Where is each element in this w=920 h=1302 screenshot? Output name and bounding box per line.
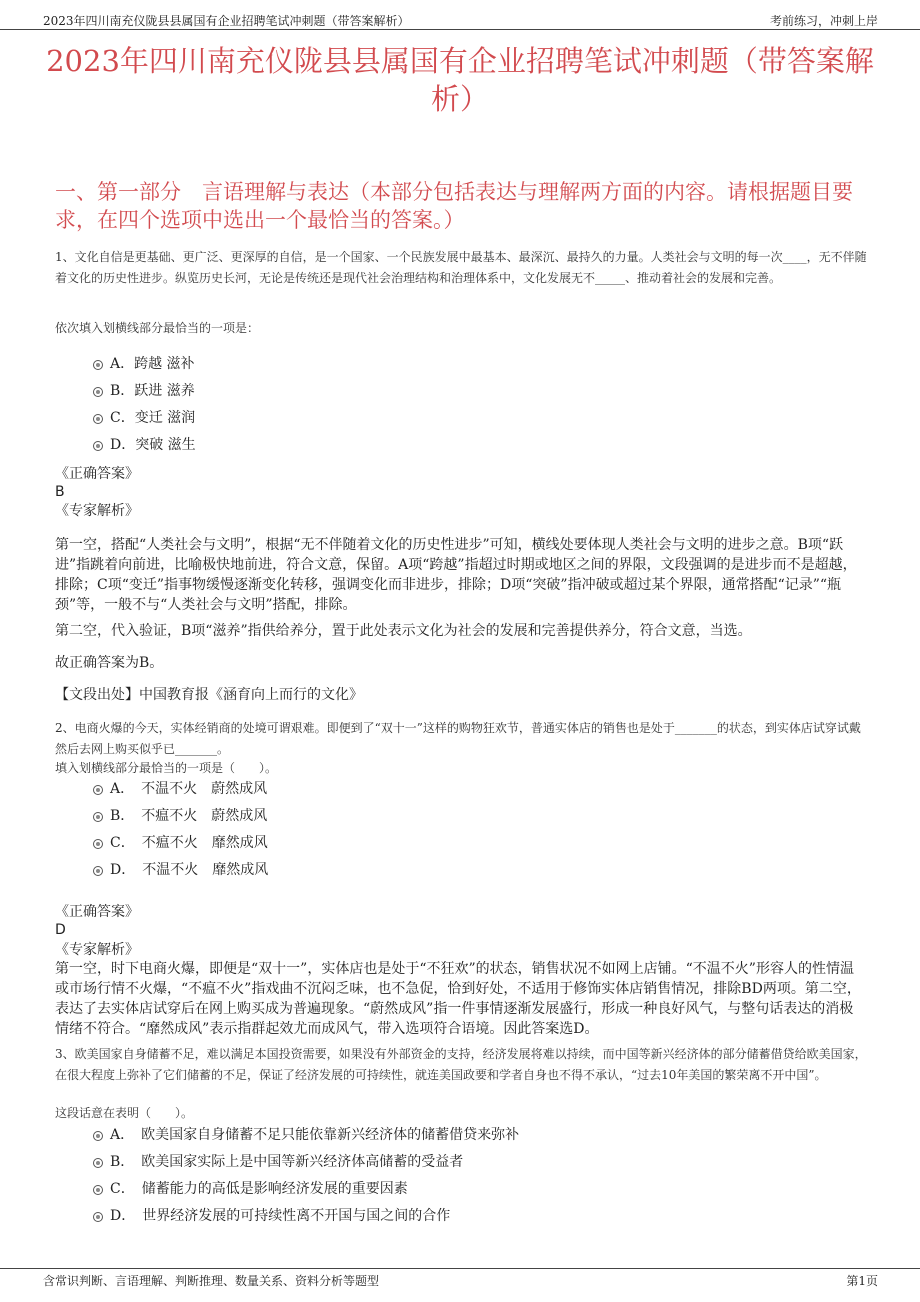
question-2-answer-label: 《正确答案》 xyxy=(55,904,139,920)
question-1-analysis-label: 《专家解析》 xyxy=(55,503,139,519)
question-1-answer-label: 《正确答案》 xyxy=(55,466,139,482)
question-1-analysis-p1: 第一空，搭配“人类社会与文明”，根据“无不伴随着文化的历史性进步”可知，横线处要体现人类社会与文明的进步之意。B项“跃进”指跳着向前进，比喻极快地前进，符合文意，保留。A项“跨越”指超过时期或地区之间的界限，文段强调的是进步而不是超越，排除；C项“变迁”指事物缓慢逐渐变化转移，强调变化而非进步，排除；D项“突破”指冲破或超过某个界限，通常搭配“记录”“瓶颈”等，一般不与“人类社会与文明”搭配，排除。 xyxy=(55,537,857,613)
question-3-prompt: 这段话意在表明（ ）。 xyxy=(55,1106,194,1120)
radio-icon[interactable] xyxy=(93,785,103,795)
question-1-option-c[interactable]: C．变迁 滋润 xyxy=(93,408,195,428)
question-2-analysis-label: 《专家解析》 xyxy=(55,942,139,958)
question-3-option-a[interactable]: A． 欧美国家自身储蓄不足只能依靠新兴经济体的储蓄借贷来弥补 xyxy=(93,1125,519,1145)
radio-icon[interactable] xyxy=(93,414,103,424)
question-2-option-c[interactable]: C． 不瘟不火 靡然成风 xyxy=(93,833,268,853)
footer-description: 含常识判断、言语理解、判断推理、数量关系、资料分析等题型 xyxy=(43,1274,380,1288)
question-3-option-b[interactable]: B． 欧美国家实际上是中国等新兴经济体高储蓄的受益者 xyxy=(93,1152,463,1172)
question-1-answer: B xyxy=(55,484,65,500)
question-1-option-d[interactable]: D．突破 滋生 xyxy=(93,435,196,455)
radio-icon[interactable] xyxy=(93,866,103,876)
question-1-analysis-p3: 故正确答案为B。 xyxy=(55,655,164,671)
radio-icon[interactable] xyxy=(93,1131,103,1141)
question-2-option-d[interactable]: D． 不温不火 靡然成风 xyxy=(93,860,268,880)
question-1-option-a[interactable]: A．跨越 滋补 xyxy=(93,354,195,374)
question-1-source: 【文段出处】中国教育报《涵育向上而行的文化》 xyxy=(55,687,363,703)
radio-icon[interactable] xyxy=(93,441,103,451)
radio-icon[interactable] xyxy=(93,360,103,370)
radio-icon[interactable] xyxy=(93,1212,103,1222)
radio-icon[interactable] xyxy=(93,1185,103,1195)
question-2-analysis: 第一空，时下电商火爆，即便是“双十一”，实体店也是处于“不狂欢”的状态，销售状况不如网上店铺。“不温不火”形容人的性情温或市场行情不火爆，“不瘟不火”指戏曲不沉闷乏味，也不急促，恰到好处，不适用于修饰实体店销售情况，排除BD两项。第二空，表达了去实体店试穿后在网上购买成为普遍现象。“蔚然成风”指一件事情逐渐发展盛行，形成一种良好风气，与整句话表达的消极情绪不符合。“靡然成风”表示指群起效尤而成风气，带入选项符合语境。因此答案选D。 xyxy=(55,961,861,1037)
question-2-prompt: 填入划横线部分最恰当的一项是（ ）。 xyxy=(55,761,278,775)
header-slogan: 考前练习，冲刺上岸 xyxy=(769,14,878,28)
question-2-answer: D xyxy=(55,922,66,938)
question-1-option-b[interactable]: B．跃进 滋养 xyxy=(93,381,195,401)
page-header xyxy=(0,0,920,30)
question-3-option-d[interactable]: D． 世界经济发展的可持续性离不开国与国之间的合作 xyxy=(93,1206,450,1226)
radio-icon[interactable] xyxy=(93,839,103,849)
question-3-option-c[interactable]: C． 储蓄能力的高低是影响经济发展的重要因素 xyxy=(93,1179,408,1199)
document-title: 2023年四川南充仪陇县县属国有企业招聘笔试冲刺题（带答案解析） xyxy=(46,44,874,116)
page-number: 第1页 xyxy=(846,1274,878,1288)
question-1-analysis-p2: 第二空，代入验证，B项“滋养”指供给养分，置于此处表示文化为社会的发展和完善提供养分，符合文意，当选。 xyxy=(55,623,752,639)
question-1-prompt: 依次填入划横线部分最恰当的一项是： xyxy=(55,321,260,335)
section-heading: 一、第一部分 言语理解与表达（本部分包括表达与理解两方面的内容。请根据题目要求，在四个选项中选出一个最恰当的答案。） xyxy=(55,180,853,232)
question-2-option-b[interactable]: B． 不瘟不火 蔚然成风 xyxy=(93,806,267,826)
question-3-text: 3、欧美国家自身储蓄不足，难以满足本国投资需要，如果没有外部资金的支持，经济发展将难以持续，而中国等新兴经济体的部分储蓄借贷给欧美国家，在很大程度上弥补了它们储蓄的不足，保证了经济发展的可持续性，就连美国政要和学者自身也不得不承认，“过去10年美国的繁荣离不开中国”。 xyxy=(55,1047,867,1082)
question-2-option-a[interactable]: A． 不温不火 蔚然成风 xyxy=(93,779,267,799)
radio-icon[interactable] xyxy=(93,1158,103,1168)
question-2-text: 2、电商火爆的今天，实体经销商的处境可谓艰难。即便到了“双十一”这样的购物狂欢节，普通实体店的销售也是处于_______的状态，到实体店试穿试戴然后去网上购买似乎已_______。 xyxy=(55,721,861,756)
radio-icon[interactable] xyxy=(93,387,103,397)
question-1-text: 1、文化自信是更基础、更广泛、更深厚的自信，是一个国家、一个民族发展中最基本、最深沉、最持久的力量。人类社会与文明的每一次____，无不伴随着文化的历史性进步。纵览历史长河，无论是传统还是现代社会治理结构和治理体系中，文化发展无不_____、推动着社会的发展和完善。 xyxy=(55,250,867,285)
radio-icon[interactable] xyxy=(93,812,103,822)
header-doc-title: 2023年四川南充仪陇县县属国有企业招聘笔试冲刺题（带答案解析） xyxy=(43,14,410,28)
footer-divider xyxy=(0,1268,920,1269)
